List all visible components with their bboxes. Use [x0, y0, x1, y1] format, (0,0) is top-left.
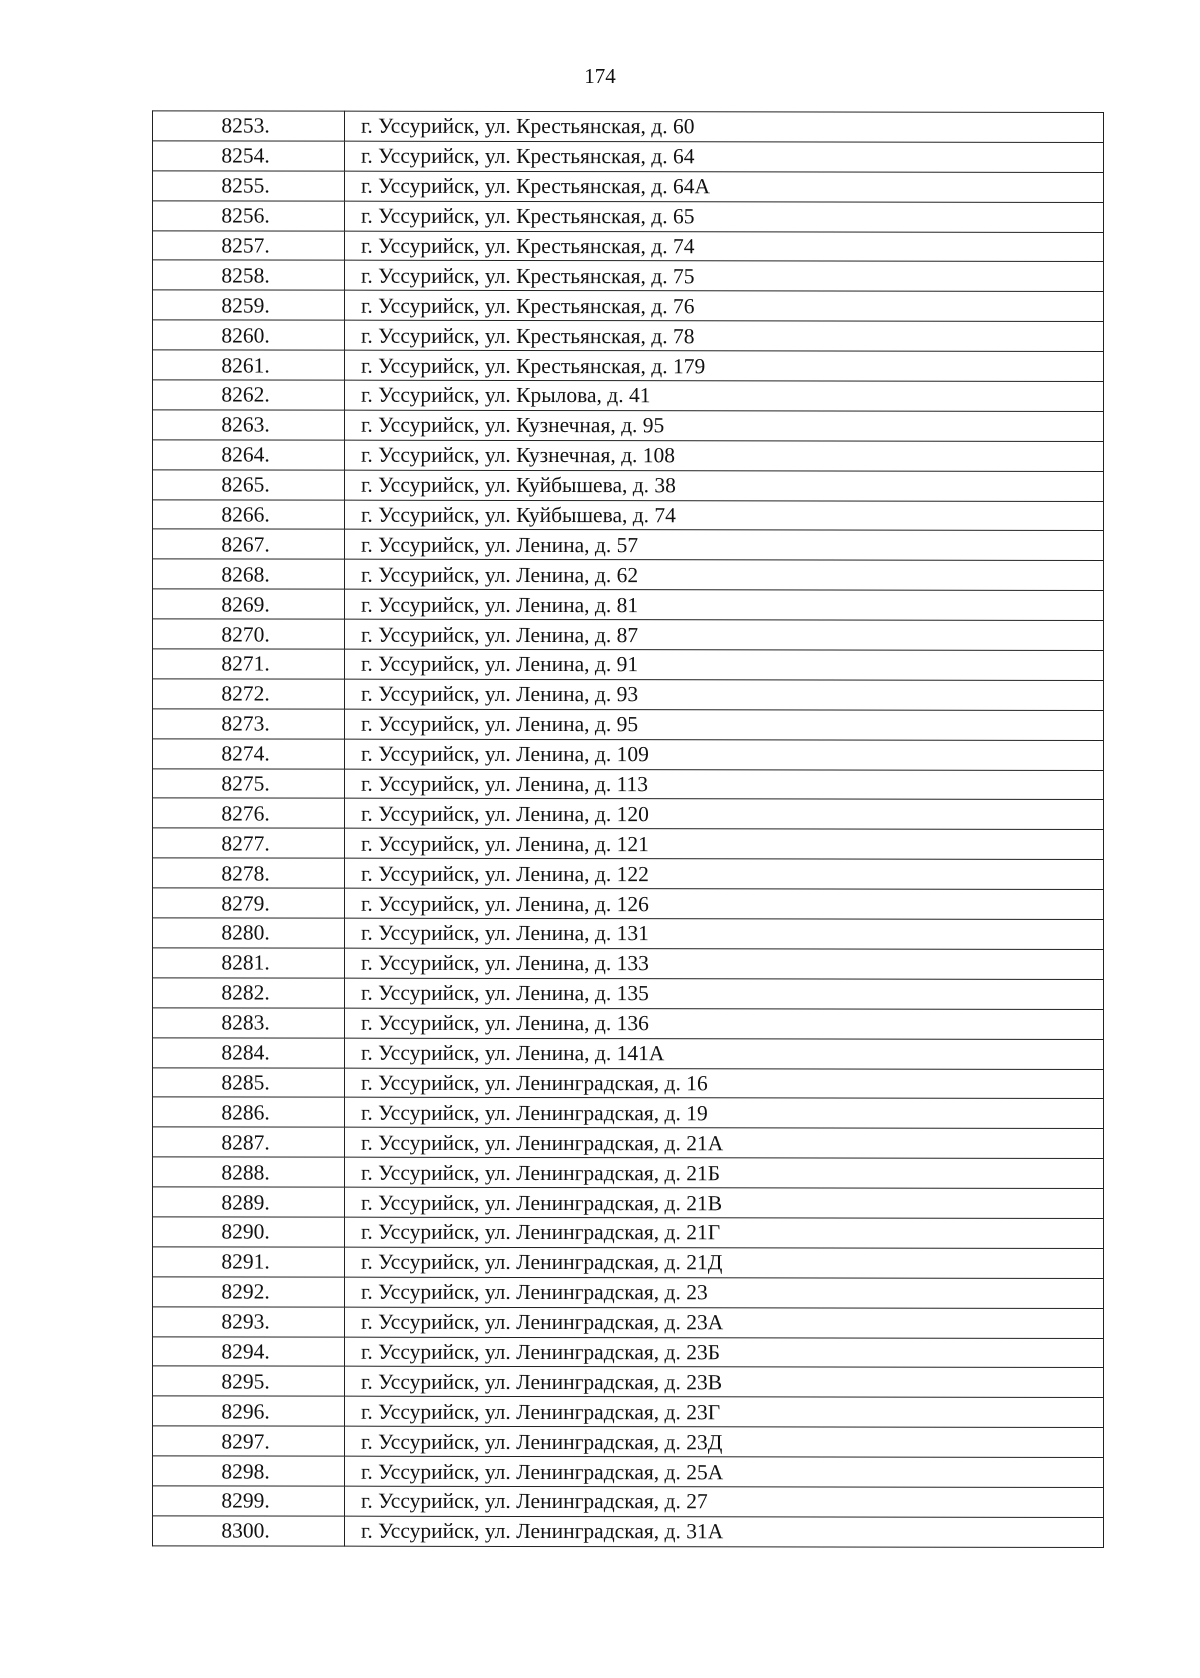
address-cell: г. Уссурийск, ул. Ленинградская, д. 21Г [345, 1217, 1104, 1248]
row-number-cell: 8262. [153, 380, 345, 410]
table-row [153, 111, 1104, 143]
row-number-cell: 8267. [153, 529, 345, 559]
row-number-cell: 8254. [153, 141, 345, 171]
row-number-cell: 8269. [153, 589, 345, 619]
table-row [153, 768, 1104, 800]
table-row [153, 1247, 1104, 1279]
table-row [153, 499, 1104, 531]
row-number-cell: 8260. [153, 320, 345, 350]
row-number-cell: 8289. [153, 1187, 345, 1217]
table-row [153, 410, 1104, 442]
row-number-cell: 8273. [153, 709, 345, 739]
row-number-cell: 8300. [153, 1516, 345, 1546]
address-cell: г. Уссурийск, ул. Ленинградская, д. 21В [345, 1187, 1104, 1218]
row-number-cell: 8253. [153, 111, 345, 141]
address-cell: г. Уссурийск, ул. Крестьянская, д. 65 [345, 201, 1104, 232]
table-row [153, 978, 1104, 1010]
table-row [153, 1486, 1104, 1518]
table-row [153, 918, 1104, 950]
address-cell: г. Уссурийск, ул. Ленинградская, д. 23А [345, 1307, 1104, 1338]
address-cell: г. Уссурийск, ул. Кузнечная, д. 108 [345, 440, 1104, 471]
table-row [153, 230, 1104, 262]
address-cell: г. Уссурийск, ул. Ленинградская, д. 23Б [345, 1337, 1104, 1368]
table-row [153, 1516, 1104, 1548]
address-cell: г. Уссурийск, ул. Ленина, д. 109 [345, 739, 1104, 770]
row-number-cell: 8271. [153, 649, 345, 679]
address-cell: г. Уссурийск, ул. Крестьянская, д. 64 [345, 141, 1104, 172]
address-cell: г. Уссурийск, ул. Крестьянская, д. 78 [345, 320, 1104, 351]
table-row [153, 529, 1104, 561]
table-row [153, 798, 1104, 830]
address-cell: г. Уссурийск, ул. Ленина, д. 113 [345, 769, 1104, 800]
table-row [153, 1336, 1104, 1368]
table-row [153, 679, 1104, 711]
table-row [153, 1157, 1104, 1189]
table-row [153, 739, 1104, 771]
row-number-cell: 8265. [153, 470, 345, 500]
table-row [153, 559, 1104, 591]
row-number-cell: 8259. [153, 290, 345, 320]
address-cell: г. Уссурийск, ул. Ленинградская, д. 21А [345, 1127, 1104, 1158]
row-number-cell: 8256. [153, 201, 345, 231]
address-table-body [153, 111, 1104, 1547]
row-number-cell: 8279. [153, 888, 345, 918]
row-number-cell: 8275. [153, 768, 345, 798]
row-number-cell: 8295. [153, 1366, 345, 1396]
row-number-cell: 8264. [153, 440, 345, 470]
table-row [153, 1306, 1104, 1338]
address-cell: г. Уссурийск, ул. Ленина, д. 62 [345, 560, 1104, 591]
address-cell: г. Уссурийск, ул. Крестьянская, д. 76 [345, 291, 1104, 322]
table-row [153, 470, 1104, 502]
table-row [153, 350, 1104, 382]
table-row [153, 1396, 1104, 1428]
row-number-cell: 8261. [153, 350, 345, 380]
table-row [153, 1037, 1104, 1069]
table-row [153, 171, 1104, 203]
table-row [153, 290, 1104, 322]
table-row [153, 201, 1104, 233]
address-table [152, 110, 1104, 1547]
address-cell: г. Уссурийск, ул. Ленина, д. 120 [345, 799, 1104, 830]
address-cell: г. Уссурийск, ул. Ленинградская, д. 16 [345, 1068, 1104, 1099]
address-cell: г. Уссурийск, ул. Ленина, д. 133 [345, 948, 1104, 979]
address-cell: г. Уссурийск, ул. Куйбышева, д. 38 [345, 470, 1104, 501]
table-row [153, 1277, 1104, 1309]
row-number-cell: 8290. [153, 1217, 345, 1247]
address-cell: г. Уссурийск, ул. Ленина, д. 57 [345, 530, 1104, 561]
table-row [153, 260, 1104, 292]
table-row [153, 649, 1104, 681]
row-number-cell: 8287. [153, 1127, 345, 1157]
table-row [153, 1187, 1104, 1219]
table-row [153, 380, 1104, 412]
address-cell: г. Уссурийск, ул. Ленинградская, д. 23Г [345, 1396, 1104, 1427]
row-number-cell: 8296. [153, 1396, 345, 1426]
address-cell: г. Уссурийск, ул. Крестьянская, д. 179 [345, 350, 1104, 381]
table-row [153, 440, 1104, 472]
address-cell: г. Уссурийск, ул. Крестьянская, д. 74 [345, 231, 1104, 262]
row-number-cell: 8288. [153, 1157, 345, 1187]
address-cell: г. Уссурийск, ул. Ленина, д. 122 [345, 858, 1104, 889]
row-number-cell: 8282. [153, 978, 345, 1008]
address-cell: г. Уссурийск, ул. Ленина, д. 121 [345, 829, 1104, 860]
address-cell: г. Уссурийск, ул. Ленина, д. 95 [345, 709, 1104, 740]
table-row [153, 1217, 1104, 1249]
row-number-cell: 8283. [153, 1008, 345, 1038]
address-table-container [152, 110, 1104, 1547]
address-cell: г. Уссурийск, ул. Крестьянская, д. 60 [345, 111, 1104, 142]
address-cell: г. Уссурийск, ул. Ленинградская, д. 25А [345, 1456, 1104, 1487]
table-row [153, 1456, 1104, 1488]
row-number-cell: 8268. [153, 559, 345, 589]
row-number-cell: 8270. [153, 619, 345, 649]
row-number-cell: 8277. [153, 828, 345, 858]
table-row [153, 589, 1104, 621]
row-number-cell: 8276. [153, 798, 345, 828]
table-row [153, 1097, 1104, 1129]
address-cell: г. Уссурийск, ул. Ленина, д. 91 [345, 649, 1104, 680]
row-number-cell: 8274. [153, 739, 345, 769]
row-number-cell: 8263. [153, 410, 345, 440]
table-row [153, 141, 1104, 173]
row-number-cell: 8297. [153, 1426, 345, 1456]
address-cell: г. Уссурийск, ул. Ленинградская, д. 21Д [345, 1247, 1104, 1278]
table-row [153, 1366, 1104, 1398]
table-row [153, 828, 1104, 860]
address-cell: г. Уссурийск, ул. Ленинградская, д. 21Б [345, 1157, 1104, 1188]
address-cell: г. Уссурийск, ул. Крестьянская, д. 64А [345, 171, 1104, 202]
address-cell: г. Уссурийск, ул. Ленинградская, д. 31А [345, 1516, 1104, 1547]
address-cell: г. Уссурийск, ул. Ленинградская, д. 23 [345, 1277, 1104, 1308]
page-number: 174 [584, 64, 616, 88]
address-cell: г. Уссурийск, ул. Ленина, д. 126 [345, 888, 1104, 919]
address-cell: г. Уссурийск, ул. Ленина, д. 131 [345, 918, 1104, 949]
address-cell: г. Уссурийск, ул. Ленина, д. 135 [345, 978, 1104, 1009]
address-cell: г. Уссурийск, ул. Ленинградская, д. 23В [345, 1367, 1104, 1398]
row-number-cell: 8291. [153, 1247, 345, 1277]
table-row [153, 1008, 1104, 1040]
row-number-cell: 8286. [153, 1097, 345, 1127]
address-cell: г. Уссурийск, ул. Кузнечная, д. 95 [345, 410, 1104, 441]
address-cell: г. Уссурийск, ул. Ленина, д. 87 [345, 619, 1104, 650]
table-row [153, 948, 1104, 980]
address-cell: г. Уссурийск, ул. Крылова, д. 41 [345, 380, 1104, 411]
address-cell: г. Уссурийск, ул. Ленинградская, д. 19 [345, 1098, 1104, 1129]
table-row [153, 709, 1104, 741]
address-cell: г. Уссурийск, ул. Ленина, д. 141А [345, 1038, 1104, 1069]
table-row [153, 888, 1104, 920]
table-row [153, 1127, 1104, 1159]
row-number-cell: 8292. [153, 1277, 345, 1307]
address-cell: г. Уссурийск, ул. Ленина, д. 93 [345, 679, 1104, 710]
table-row [153, 1067, 1104, 1099]
address-cell: г. Уссурийск, ул. Куйбышева, д. 74 [345, 500, 1104, 531]
row-number-cell: 8280. [153, 918, 345, 948]
address-cell: г. Уссурийск, ул. Ленина, д. 136 [345, 1008, 1104, 1039]
row-number-cell: 8281. [153, 948, 345, 978]
address-cell: г. Уссурийск, ул. Крестьянская, д. 75 [345, 261, 1104, 292]
row-number-cell: 8293. [153, 1306, 345, 1336]
row-number-cell: 8285. [153, 1067, 345, 1097]
table-row [153, 619, 1104, 651]
row-number-cell: 8266. [153, 499, 345, 529]
row-number-cell: 8258. [153, 260, 345, 290]
table-row [153, 858, 1104, 890]
row-number-cell: 8257. [153, 230, 345, 260]
address-cell: г. Уссурийск, ул. Ленинградская, д. 23Д [345, 1426, 1104, 1457]
row-number-cell: 8299. [153, 1486, 345, 1516]
address-cell: г. Уссурийск, ул. Ленина, д. 81 [345, 589, 1104, 620]
table-row [153, 1426, 1104, 1458]
row-number-cell: 8278. [153, 858, 345, 888]
row-number-cell: 8298. [153, 1456, 345, 1486]
row-number-cell: 8255. [153, 171, 345, 201]
row-number-cell: 8284. [153, 1037, 345, 1067]
table-row [153, 320, 1104, 352]
row-number-cell: 8272. [153, 679, 345, 709]
row-number-cell: 8294. [153, 1336, 345, 1366]
address-cell: г. Уссурийск, ул. Ленинградская, д. 27 [345, 1486, 1104, 1517]
